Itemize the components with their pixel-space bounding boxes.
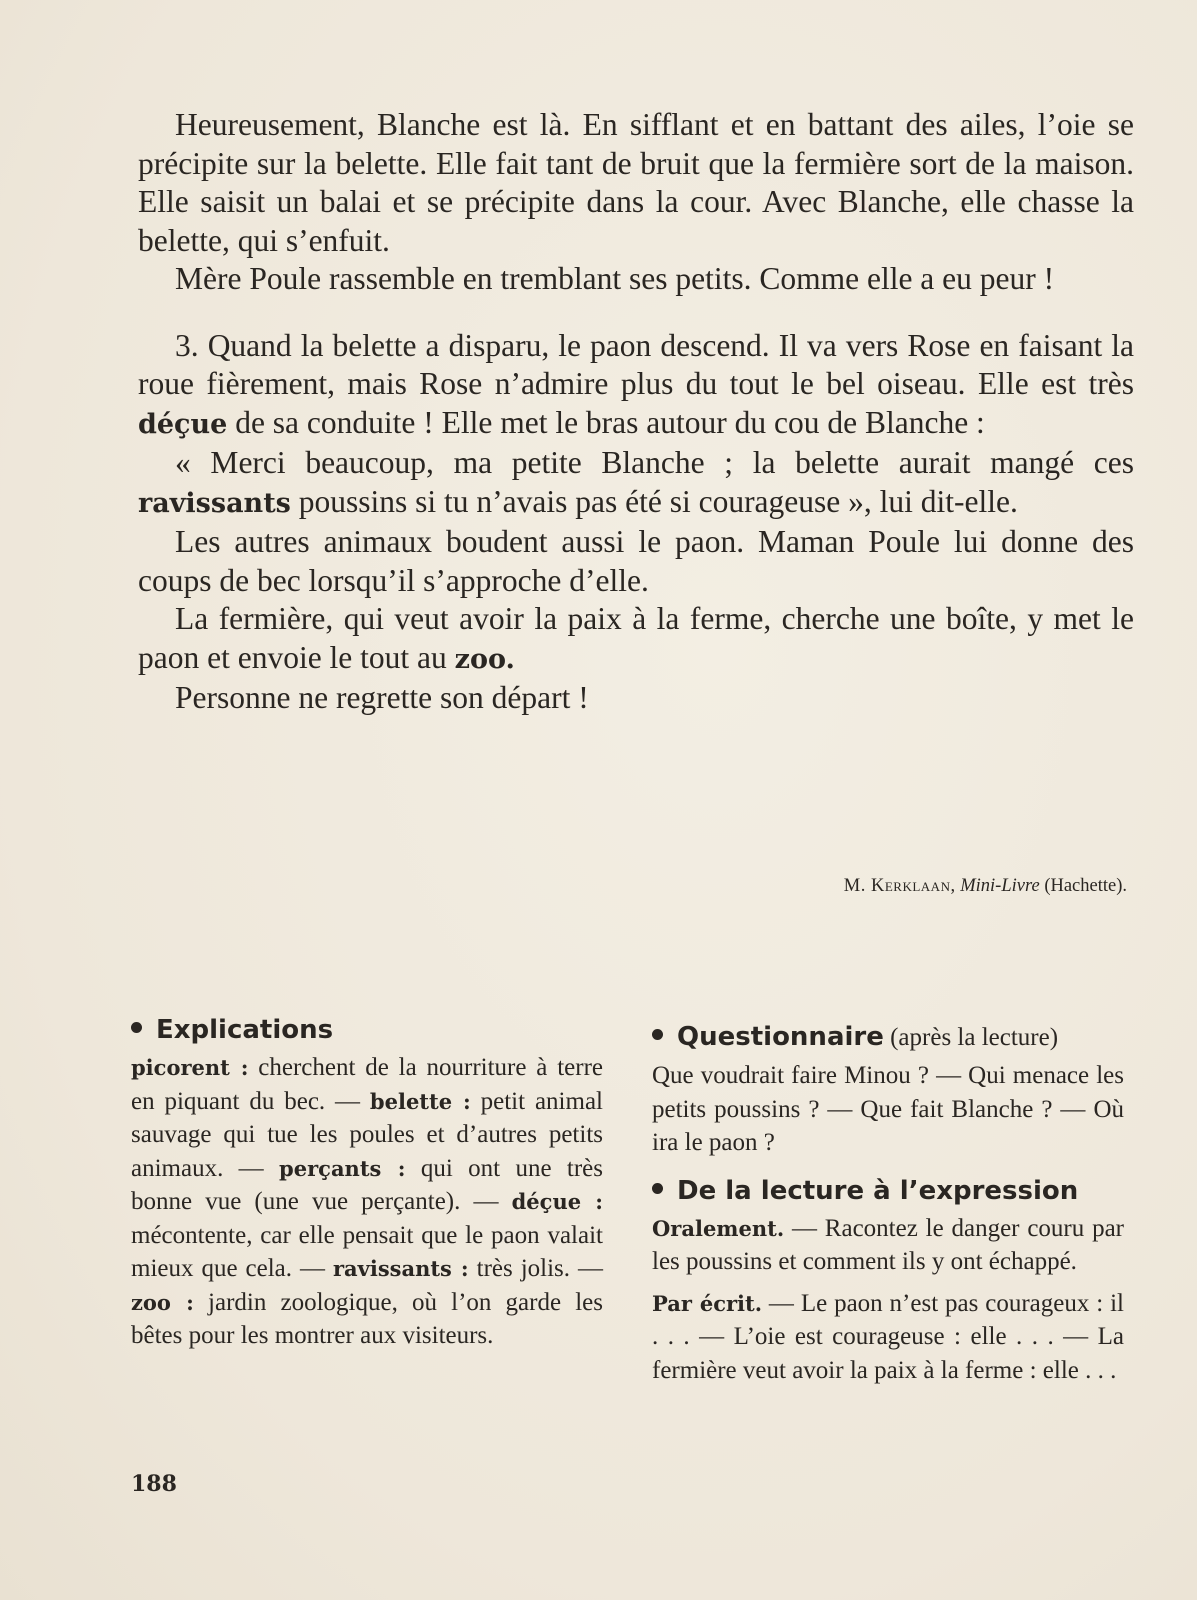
questionnaire-text: Que voudrait faire Minou ? — Qui menace les petits poussins ? — Que fait Blanche ? — Où ira le paon ? (652, 1062, 1124, 1156)
term: perçants : (279, 1155, 406, 1181)
ecrit-text: — Le paon n’est pas courageux : il . . . — L’oie est courageuse : elle . . . — La fermière veut avoir la paix à la ferme : elle . . . (652, 1289, 1124, 1384)
story-text-span: 3. Quand la belette a disparu, le paon descend. Il va vers Rose en faisant la roue fièrement, mais Rose n’admire plus du tout le bel oiseau. Elle est très (138, 327, 1134, 401)
term: ravissants : (332, 1256, 469, 1281)
oral-label: Oralement. (652, 1215, 785, 1241)
term: picorent : (131, 1055, 249, 1080)
story-bold-word: déçue (138, 408, 228, 440)
oral-text: — Racontez le danger couru par les poussins et comment ils y ont échappé. (652, 1214, 1124, 1275)
attribution-work: Mini-Livre (960, 876, 1040, 896)
explications-section (131, 1013, 603, 1353)
story-text (138, 106, 1134, 718)
explications-text (131, 1051, 603, 1353)
term: zoo : (131, 1289, 194, 1315)
definition: très jolis. — (468, 1255, 603, 1282)
page-number: 188 (131, 1471, 177, 1497)
definition: mécontente, car elle pensait que le paon valait mieux que cela. — (131, 1221, 603, 1282)
questionnaire-heading-text: Questionnaire (677, 1022, 884, 1052)
story-paragraph-3 (138, 327, 1134, 445)
story-bold-word: zoo. (454, 643, 515, 675)
story-paragraph-2: Mère Poule rassemble en tremblant ses petits. Comme elle a eu peur ! (175, 261, 1055, 296)
expression-heading (652, 1174, 1124, 1208)
story-text-span: La fermière, qui veut avoir la paix à la ferme, cherche une boîte, y met le paon et envoie le tout au (138, 601, 1134, 675)
definition: qui ont une très bonne vue (une vue perçante). — (131, 1154, 604, 1215)
story-paragraph-4 (138, 444, 1134, 523)
ecrit-label: Par écrit. (652, 1290, 763, 1316)
questionnaire-heading (652, 1020, 1124, 1055)
term: belette : (369, 1088, 471, 1114)
explications-heading (131, 1013, 603, 1047)
story-bold-word: ravissants (138, 487, 291, 519)
expression-ecrit (652, 1287, 1124, 1388)
bullet-icon (652, 1183, 663, 1194)
story-paragraph-1: Heureusement, Blanche est là. En sifflant et en battant des ailes, l’oie se précipite sur la belette. Elle fait tant de bruit que la fermière sort de la maison. Elle saisit un balai et se précipite dans la cour. Avec Blanche, elle chasse la belette, qui s’enfuit. (138, 107, 1134, 258)
story-paragraph-5: Les autres animaux boudent aussi le paon. Maman Poule lui donne des coups de bec lorsqu’il s’approche d’elle. (138, 524, 1134, 598)
definition: jardin zoologique, où l’on garde les bêtes pour les montrer aux visiteurs. (131, 1288, 603, 1349)
attribution-author: M. Kerklaan, (843, 876, 956, 896)
right-column (652, 1020, 1124, 1387)
definition: petit animal sauvage qui tue les poules et d’autres petits animaux. — (131, 1087, 603, 1182)
bullet-icon (131, 1022, 142, 1033)
term: déçue : (511, 1189, 603, 1214)
bullet-icon (652, 1029, 663, 1040)
attribution (844, 876, 1127, 897)
story-paragraph-7: Personne ne regrette son départ ! (175, 680, 589, 715)
questionnaire-subheading: (après la lecture) (883, 1024, 1059, 1051)
definition: cherchent de la nourriture à terre en piquant du bec. — (131, 1054, 603, 1115)
expression-heading-text: De la lecture à l’expression (677, 1175, 1079, 1206)
story-paragraph-6 (138, 600, 1134, 679)
expression-oral (652, 1212, 1124, 1279)
explications-heading-text: Explications (156, 1015, 334, 1045)
attribution-publisher: (Hachette). (1044, 876, 1127, 896)
story-text-span: « Merci beaucoup, ma petite Blanche ; la belette aurait mangé ces (175, 445, 1134, 480)
story-text-span: poussins si tu n’avais pas été si courageuse », lui dit-elle. (290, 483, 1018, 519)
story-text-span: de sa conduite ! Elle met le bras autour du cou de Blanche : (227, 404, 985, 440)
